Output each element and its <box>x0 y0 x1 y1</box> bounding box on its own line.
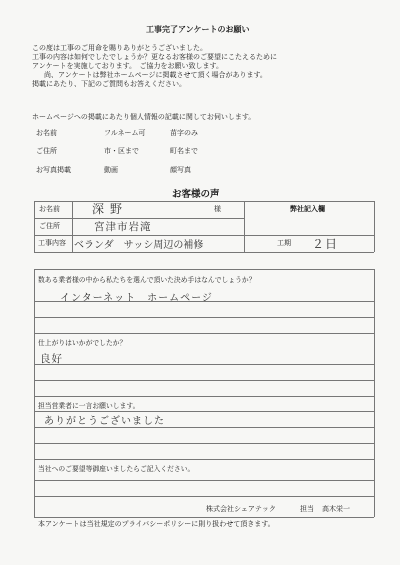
question-4: 当社へのご要望等御座いましたらご記入ください。 <box>38 465 195 473</box>
form-period-value[interactable]: ２日 <box>312 237 339 251</box>
privacy-name-fullname[interactable]: フルネーム可 <box>104 129 146 137</box>
question-3: 担当営業者に一言お願いします。 <box>38 402 140 410</box>
voice-heading: お客様の声 <box>172 189 220 200</box>
answer-2[interactable]: 良好 <box>40 353 63 365</box>
answer-1[interactable]: インターネット ホームページ <box>60 293 213 304</box>
privacy-address-city[interactable]: 市・区まで <box>104 147 139 155</box>
privacy-photo-face[interactable]: 顔写真 <box>170 166 191 174</box>
privacy-policy-note: 本アンケートは当社規定のプライバシーポリシーに則り扱わせて頂きます。 <box>38 520 275 528</box>
staff-label: 担当 <box>300 505 314 513</box>
form-work-label: 工事内容 <box>38 239 66 247</box>
form-honorific: 様 <box>214 205 221 213</box>
intro-line-5: 掲載にあたり、下記のご質問もお答えください。 <box>32 80 186 88</box>
document-title: 工事完了アンケートのお願い <box>146 25 250 34</box>
hp-notice: ホームページへの掲載にあたり個人情報の記載に関してお伺いします。 <box>32 113 256 121</box>
intro-line-3: アンケートを実施しております。 ご協力をお願い致します。 <box>32 62 223 70</box>
form-work-value[interactable]: ベランダ サッシ周辺の補修 <box>74 240 204 251</box>
company-name: 株式会社シェアテック <box>206 505 276 513</box>
form-address-value[interactable]: 宮津市岩滝 <box>94 221 152 233</box>
form-name-label: お名前 <box>39 205 60 213</box>
privacy-name-label: お名前 <box>36 129 57 137</box>
form-address-label: ご住所 <box>39 222 60 230</box>
staff-name: 高木栄一 <box>322 505 350 513</box>
company-use-column: 弊社記入欄 <box>290 205 325 213</box>
intro-line-2: 工事の内容は如何でしたでしょうか？更なるお客様のご要望にこたえるために <box>32 53 277 61</box>
answer-3[interactable]: ありがとうございました <box>44 416 165 427</box>
privacy-photo-video[interactable]: 動画 <box>104 166 118 174</box>
question-2: 仕上がりはいかがでしたか？ <box>38 339 127 347</box>
intro-line-4: 尚、アンケートは弊社ホームページに掲載させて頂く場合があります。 <box>44 71 267 79</box>
form-name-value[interactable]: 深野 <box>92 202 129 216</box>
intro-line-1: この度は工事のご用命を賜りありがとうございました。 <box>32 44 207 52</box>
privacy-photo-label: お写真掲載 <box>36 166 71 174</box>
privacy-name-surname[interactable]: 苗字のみ <box>170 129 198 137</box>
privacy-address-town[interactable]: 町名まで <box>170 147 198 155</box>
question-1: 数ある業者様の中から私たちを選んで頂いた決め手はなんでしょうか？ <box>38 276 256 284</box>
privacy-address-label: ご住所 <box>36 147 57 155</box>
form-period-label: 工期 <box>277 239 291 247</box>
